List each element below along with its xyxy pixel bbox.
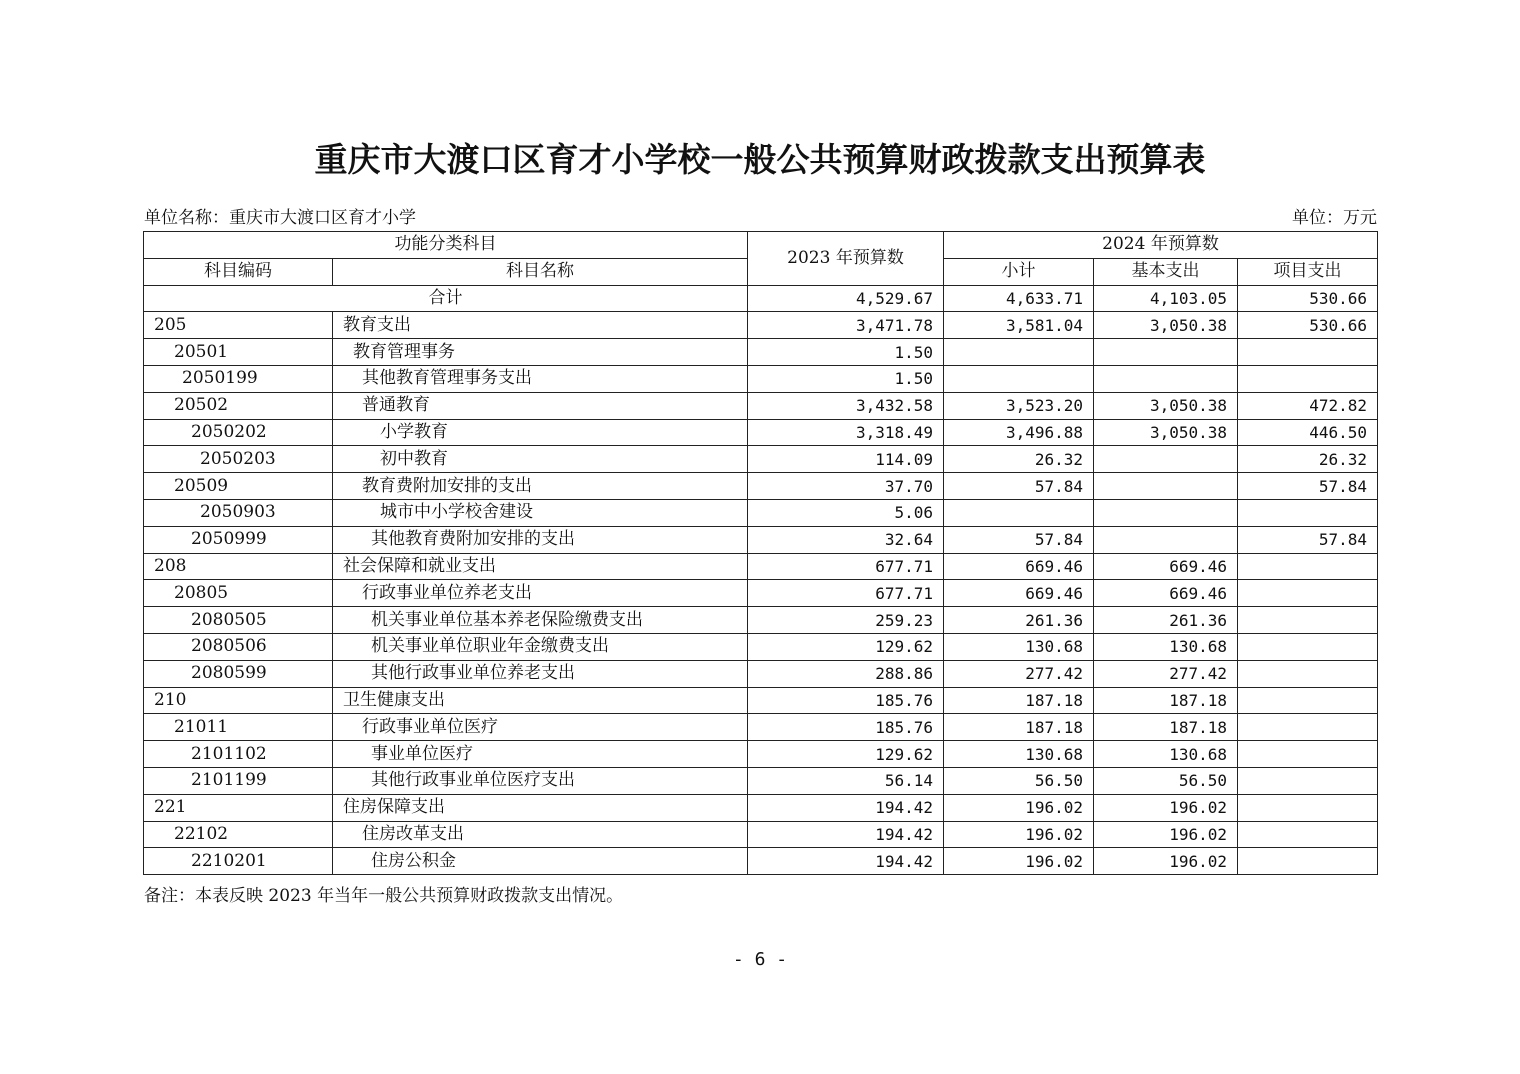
subject-code: 20805	[144, 580, 333, 607]
project-2024	[1238, 553, 1378, 580]
subtotal-2024: 57.84	[944, 473, 1094, 500]
subject-code: 2210201	[144, 848, 333, 875]
budget-2023: 194.42	[748, 794, 944, 821]
subtotal-2024	[944, 365, 1094, 392]
table-row	[144, 312, 1378, 339]
unit-measure-label: 单位：万元	[1292, 208, 1377, 228]
subject-code: 221	[144, 794, 333, 821]
subject-code: 20501	[144, 339, 333, 366]
subject-code: 20509	[144, 473, 333, 500]
subject-code: 2101102	[144, 741, 333, 768]
subject-code: 21011	[144, 714, 333, 741]
budget-2023: 56.14	[748, 767, 944, 794]
subject-name: 机关事业单位基本养老保险缴费支出	[333, 607, 748, 634]
basic-2024: 196.02	[1094, 848, 1238, 875]
basic-2024: 130.68	[1094, 741, 1238, 768]
page-number: - 6 -	[732, 949, 788, 970]
basic-2024	[1094, 499, 1238, 526]
project-2024	[1238, 339, 1378, 366]
subject-code: 210	[144, 687, 333, 714]
header-functional-category: 功能分类科目	[144, 232, 748, 259]
budget-2023: 32.64	[748, 526, 944, 553]
project-2024	[1238, 499, 1378, 526]
basic-2024	[1094, 473, 1238, 500]
basic-2024: 196.02	[1094, 794, 1238, 821]
header-subject-code: 科目编码	[144, 258, 333, 285]
table-row	[144, 794, 1378, 821]
budget-2023: 259.23	[748, 607, 944, 634]
table-row	[144, 365, 1378, 392]
table-row	[144, 580, 1378, 607]
project-2024: 446.50	[1238, 419, 1378, 446]
total-basic: 4,103.05	[1094, 285, 1238, 312]
subtotal-2024	[944, 499, 1094, 526]
table-row	[144, 446, 1378, 473]
project-2024	[1238, 714, 1378, 741]
project-2024	[1238, 365, 1378, 392]
budget-2023: 5.06	[748, 499, 944, 526]
subtotal-2024: 261.36	[944, 607, 1094, 634]
table-row	[144, 473, 1378, 500]
basic-2024: 261.36	[1094, 607, 1238, 634]
budget-2023: 3,471.78	[748, 312, 944, 339]
total-budget-2023: 4,529.67	[748, 285, 944, 312]
budget-2023: 129.62	[748, 633, 944, 660]
table-row	[144, 741, 1378, 768]
subtotal-2024: 187.18	[944, 687, 1094, 714]
subtotal-2024: 187.18	[944, 714, 1094, 741]
subject-name: 教育支出	[333, 312, 748, 339]
table-row	[144, 499, 1378, 526]
subject-name: 社会保障和就业支出	[333, 553, 748, 580]
subject-name: 教育费附加安排的支出	[333, 473, 748, 500]
subject-name: 其他教育管理事务支出	[333, 365, 748, 392]
subject-code: 2050202	[144, 419, 333, 446]
total-project: 530.66	[1238, 285, 1378, 312]
unit-info-row	[144, 206, 1377, 230]
subject-code: 2050199	[144, 365, 333, 392]
budget-2023: 194.42	[748, 848, 944, 875]
subtotal-2024: 57.84	[944, 526, 1094, 553]
table-note: 备注：本表反映 2023 年当年一般公共预算财政拨款支出情况。	[144, 886, 624, 906]
project-2024	[1238, 767, 1378, 794]
basic-2024	[1094, 339, 1238, 366]
table-row	[144, 821, 1378, 848]
table-row	[144, 633, 1378, 660]
subject-code: 2080506	[144, 633, 333, 660]
project-2024	[1238, 687, 1378, 714]
subtotal-2024: 56.50	[944, 767, 1094, 794]
document-title: 重庆市大渡口区育才小学校一般公共预算财政拨款支出预算表	[314, 140, 1206, 179]
subject-code: 2050999	[144, 526, 333, 553]
header-basic-expenditure: 基本支出	[1094, 258, 1238, 285]
subtotal-2024: 3,581.04	[944, 312, 1094, 339]
project-2024: 530.66	[1238, 312, 1378, 339]
subtotal-2024	[944, 339, 1094, 366]
subject-name: 其他教育费附加安排的支出	[333, 526, 748, 553]
total-label: 合计	[144, 285, 748, 312]
budget-2023: 677.71	[748, 580, 944, 607]
budget-2023: 114.09	[748, 446, 944, 473]
subject-code: 20502	[144, 392, 333, 419]
budget-2023: 185.76	[748, 687, 944, 714]
project-2024: 472.82	[1238, 392, 1378, 419]
budget-2023: 1.50	[748, 339, 944, 366]
table-row	[144, 419, 1378, 446]
subtotal-2024: 196.02	[944, 794, 1094, 821]
project-2024	[1238, 821, 1378, 848]
project-2024	[1238, 794, 1378, 821]
subject-name: 其他行政事业单位医疗支出	[333, 767, 748, 794]
subject-code: 205	[144, 312, 333, 339]
table-row	[144, 392, 1378, 419]
table-row	[144, 767, 1378, 794]
subject-name: 城市中小学校舍建设	[333, 499, 748, 526]
subject-name: 小学教育	[333, 419, 748, 446]
budget-table	[143, 231, 1378, 875]
project-2024	[1238, 633, 1378, 660]
subject-code: 2101199	[144, 767, 333, 794]
budget-2023: 677.71	[748, 553, 944, 580]
subtotal-2024: 277.42	[944, 660, 1094, 687]
basic-2024: 669.46	[1094, 580, 1238, 607]
subtotal-2024: 196.02	[944, 821, 1094, 848]
table-row	[144, 660, 1378, 687]
subject-name: 行政事业单位医疗	[333, 714, 748, 741]
basic-2024	[1094, 446, 1238, 473]
subject-name: 其他行政事业单位养老支出	[333, 660, 748, 687]
subtotal-2024: 130.68	[944, 633, 1094, 660]
subtotal-2024: 669.46	[944, 580, 1094, 607]
project-2024	[1238, 660, 1378, 687]
project-2024: 57.84	[1238, 473, 1378, 500]
budget-2023: 129.62	[748, 741, 944, 768]
budget-2023: 37.70	[748, 473, 944, 500]
header-subtotal: 小计	[944, 258, 1094, 285]
project-2024	[1238, 848, 1378, 875]
header-budget-2024: 2024 年预算数	[944, 232, 1378, 259]
budget-2023: 288.86	[748, 660, 944, 687]
basic-2024: 669.46	[1094, 553, 1238, 580]
basic-2024: 277.42	[1094, 660, 1238, 687]
project-2024	[1238, 607, 1378, 634]
subject-name: 住房公积金	[333, 848, 748, 875]
budget-2023: 1.50	[748, 365, 944, 392]
project-2024: 26.32	[1238, 446, 1378, 473]
subject-name: 教育管理事务	[333, 339, 748, 366]
subject-code: 2050903	[144, 499, 333, 526]
table-row	[144, 553, 1378, 580]
subject-name: 行政事业单位养老支出	[333, 580, 748, 607]
subject-code: 2080599	[144, 660, 333, 687]
table-row	[144, 687, 1378, 714]
subject-name: 住房改革支出	[333, 821, 748, 848]
subject-name: 住房保障支出	[333, 794, 748, 821]
basic-2024: 196.02	[1094, 821, 1238, 848]
project-2024	[1238, 741, 1378, 768]
table-row	[144, 526, 1378, 553]
subject-name: 卫生健康支出	[333, 687, 748, 714]
table-row	[144, 607, 1378, 634]
table-row	[144, 339, 1378, 366]
subject-code: 22102	[144, 821, 333, 848]
budget-2023: 194.42	[748, 821, 944, 848]
basic-2024: 56.50	[1094, 767, 1238, 794]
subtotal-2024: 3,523.20	[944, 392, 1094, 419]
subject-name: 事业单位医疗	[333, 741, 748, 768]
subtotal-2024: 26.32	[944, 446, 1094, 473]
subject-code: 2080505	[144, 607, 333, 634]
budget-2023: 3,432.58	[748, 392, 944, 419]
table-row	[144, 714, 1378, 741]
unit-name-label: 单位名称：重庆市大渡口区育才小学	[144, 208, 416, 228]
subtotal-2024: 196.02	[944, 848, 1094, 875]
budget-2023: 185.76	[748, 714, 944, 741]
basic-2024: 3,050.38	[1094, 392, 1238, 419]
basic-2024: 187.18	[1094, 687, 1238, 714]
subtotal-2024: 669.46	[944, 553, 1094, 580]
basic-2024: 130.68	[1094, 633, 1238, 660]
budget-2023: 3,318.49	[748, 419, 944, 446]
total-row	[144, 285, 1378, 312]
subject-code: 208	[144, 553, 333, 580]
subject-name: 初中教育	[333, 446, 748, 473]
subject-name: 普通教育	[333, 392, 748, 419]
project-2024	[1238, 580, 1378, 607]
basic-2024: 3,050.38	[1094, 312, 1238, 339]
header-project-expenditure: 项目支出	[1238, 258, 1378, 285]
subject-name: 机关事业单位职业年金缴费支出	[333, 633, 748, 660]
header-budget-2023: 2023 年预算数	[748, 232, 944, 286]
basic-2024: 187.18	[1094, 714, 1238, 741]
basic-2024	[1094, 526, 1238, 553]
subject-code: 2050203	[144, 446, 333, 473]
subtotal-2024: 3,496.88	[944, 419, 1094, 446]
project-2024: 57.84	[1238, 526, 1378, 553]
subtotal-2024: 130.68	[944, 741, 1094, 768]
table-row	[144, 848, 1378, 875]
basic-2024	[1094, 365, 1238, 392]
header-subject-name: 科目名称	[333, 258, 748, 285]
header-row-1	[144, 232, 1378, 259]
total-subtotal: 4,633.71	[944, 285, 1094, 312]
basic-2024: 3,050.38	[1094, 419, 1238, 446]
